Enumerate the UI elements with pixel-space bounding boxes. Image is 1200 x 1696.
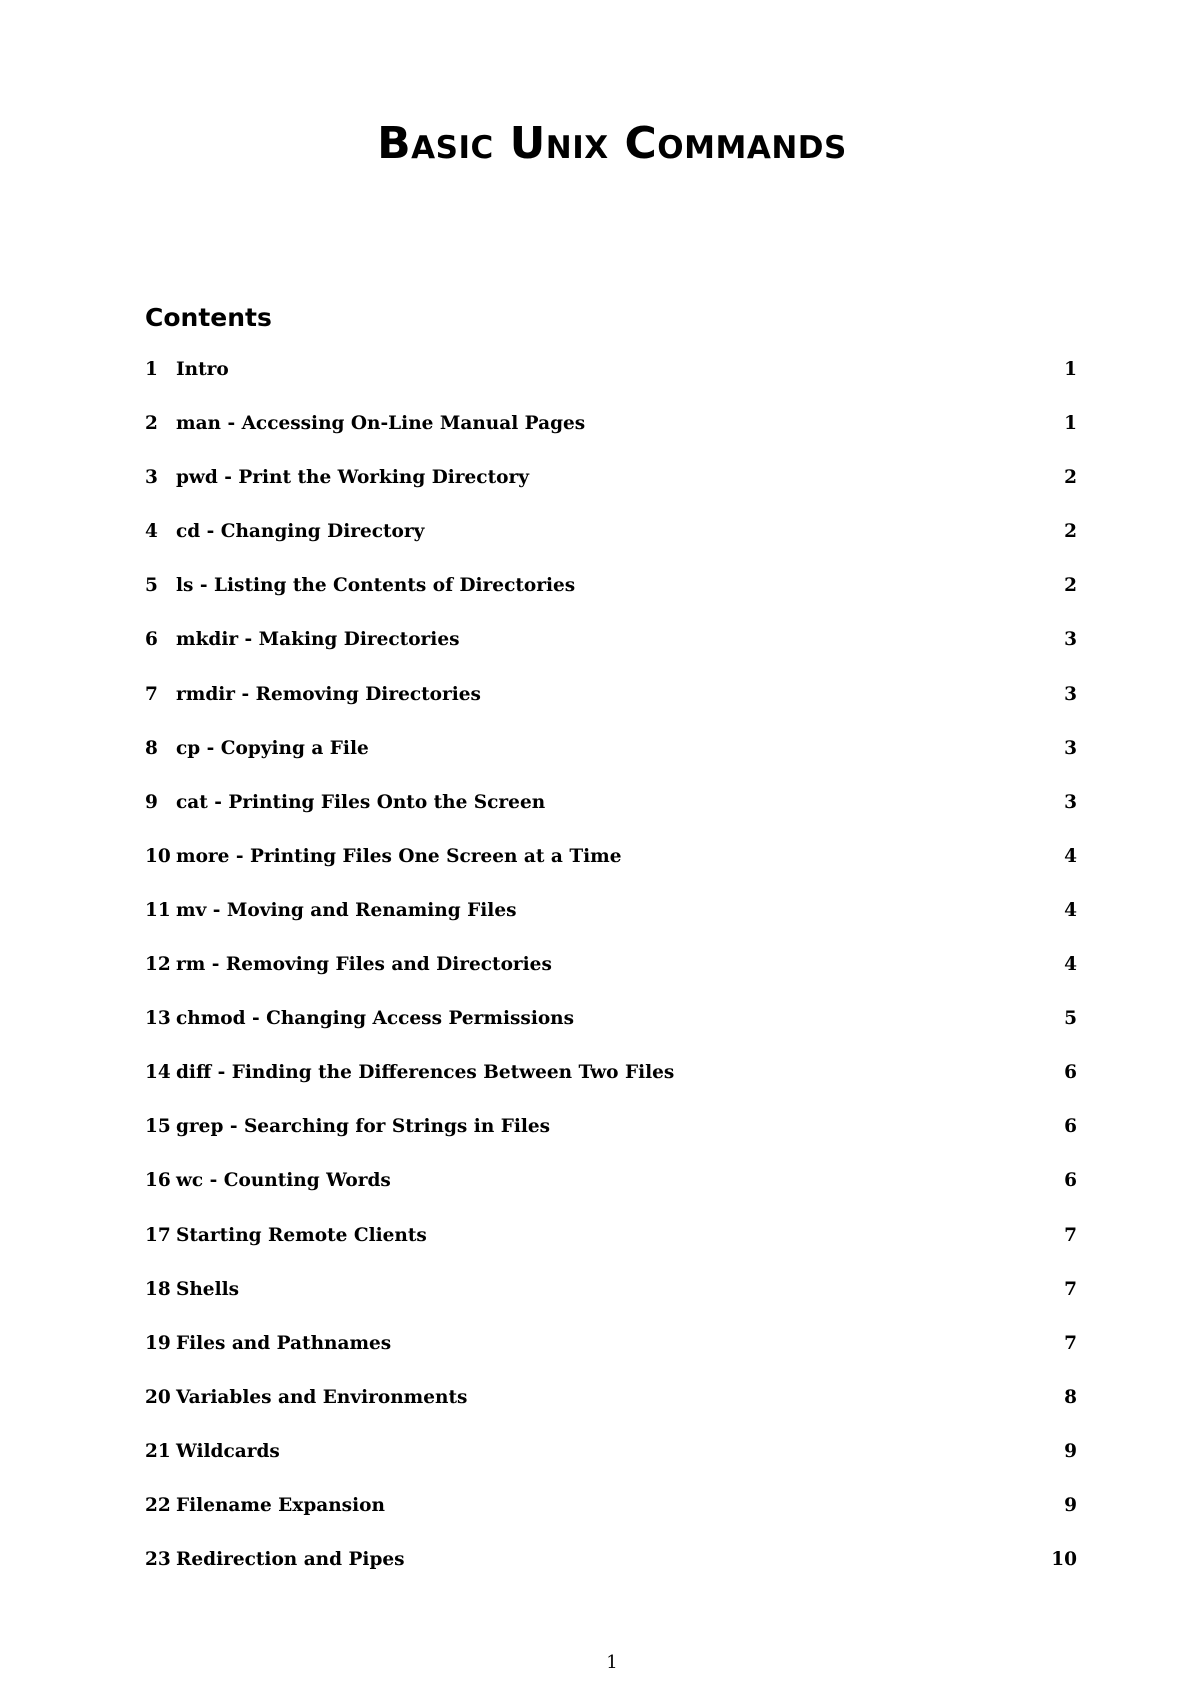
toc-entry-number: 11	[145, 899, 171, 921]
toc-entry-page: 1	[1064, 359, 1077, 380]
toc-entry-page: 2	[1064, 575, 1077, 597]
toc-entry-title: Redirection and Pipes	[176, 1549, 405, 1571]
toc-entry-number: 12	[145, 954, 171, 976]
toc-entry-number: 16	[145, 1170, 171, 1192]
toc-entry-page: 3	[1064, 683, 1077, 705]
toc-entry-page: 2	[1064, 521, 1077, 543]
toc-entry[interactable]	[145, 358, 1077, 412]
toc-entry-title: Files and Pathnames	[176, 1332, 392, 1354]
toc-entry-title: Starting Remote Clients	[176, 1224, 427, 1246]
toc-entry[interactable]	[145, 791, 1077, 845]
toc-entry[interactable]	[145, 1115, 1077, 1169]
toc-entry-title: cd - Changing Directory	[176, 521, 425, 543]
toc-entry-number: 6	[145, 629, 158, 651]
toc-entry-number: 1	[145, 359, 158, 380]
toc-entry-title: Variables and Environments	[176, 1386, 468, 1408]
toc-entry-number: 22	[145, 1494, 171, 1516]
toc-entry-page: 5	[1064, 1008, 1077, 1030]
toc-entry[interactable]	[145, 1548, 1077, 1602]
footer-page-number: 1	[606, 1652, 618, 1673]
toc-entry[interactable]	[145, 466, 1077, 520]
toc-entry[interactable]	[145, 1007, 1077, 1061]
toc-entry-number: 18	[145, 1278, 171, 1300]
toc-entry-page: 9	[1064, 1494, 1077, 1516]
toc-entry[interactable]	[145, 899, 1077, 953]
toc-entry[interactable]	[145, 520, 1077, 574]
toc-entry-number: 5	[145, 575, 158, 597]
toc-entry-number: 8	[145, 737, 158, 759]
toc-entry-number: 9	[145, 791, 158, 813]
toc-entry-title: cat - Printing Files Onto the Screen	[176, 791, 546, 813]
toc-entry[interactable]	[145, 1386, 1077, 1440]
toc-entry[interactable]	[145, 628, 1077, 682]
toc-entry-page: 9	[1064, 1440, 1077, 1462]
toc-entry[interactable]	[145, 1061, 1077, 1115]
toc-entry-number: 13	[145, 1008, 171, 1030]
toc-entry-title: man - Accessing On-Line Manual Pages	[176, 413, 586, 435]
toc-entry-page: 8	[1064, 1386, 1077, 1408]
toc-entry[interactable]	[145, 1494, 1077, 1548]
toc-entry-number: 14	[145, 1062, 171, 1084]
toc-entry-page: 6	[1064, 1170, 1077, 1192]
toc-entry-title: pwd - Print the Working Directory	[176, 467, 529, 489]
toc-entry-page: 4	[1064, 954, 1077, 976]
toc-entry-title: ls - Listing the Contents of Directories	[176, 575, 576, 597]
toc-entry[interactable]	[145, 683, 1077, 737]
toc-entry-title: mkdir - Making Directories	[176, 629, 460, 651]
toc-entry-title: Filename Expansion	[176, 1494, 385, 1516]
toc-entry-number: 3	[145, 467, 158, 489]
toc-entry-title: mv - Moving and Renaming Files	[176, 899, 517, 921]
toc-entry-title: chmod - Changing Access Permissions	[176, 1008, 575, 1030]
page-title: Basic Unix Commands	[377, 118, 847, 169]
table-of-contents	[145, 358, 1077, 1602]
toc-entry-title: rmdir - Removing Directories	[176, 683, 481, 705]
toc-entry[interactable]	[145, 1440, 1077, 1494]
toc-entry-page: 2	[1064, 467, 1077, 489]
toc-entry-number: 21	[145, 1440, 171, 1462]
toc-entry[interactable]	[145, 737, 1077, 791]
toc-entry-page: 1	[1064, 413, 1077, 435]
toc-entry[interactable]	[145, 574, 1077, 628]
toc-entry-page: 4	[1064, 845, 1077, 867]
toc-entry-title: Intro	[176, 359, 229, 380]
toc-entry-number: 15	[145, 1116, 171, 1138]
toc-entry-page: 3	[1064, 737, 1077, 759]
toc-entry-page: 3	[1064, 629, 1077, 651]
toc-entry[interactable]	[145, 1278, 1077, 1332]
toc-entry-number: 19	[145, 1332, 171, 1354]
toc-entry[interactable]	[145, 1332, 1077, 1386]
toc-entry-title: Shells	[176, 1278, 240, 1300]
toc-entry[interactable]	[145, 953, 1077, 1007]
toc-entry-page: 7	[1064, 1278, 1077, 1300]
toc-entry-number: 10	[145, 845, 171, 867]
toc-entry-number: 20	[145, 1386, 171, 1408]
toc-entry-title: diff - Finding the Differences Between Two Files	[176, 1062, 675, 1084]
toc-entry-page: 6	[1064, 1116, 1077, 1138]
toc-entry-number: 2	[145, 413, 158, 435]
toc-entry-title: wc - Counting Words	[176, 1170, 391, 1192]
toc-entry-title: rm - Removing Files and Directories	[176, 954, 552, 976]
toc-entry-title: more - Printing Files One Screen at a Time	[176, 845, 622, 867]
toc-entry-number: 23	[145, 1549, 171, 1571]
contents-heading: Contents	[145, 303, 272, 332]
toc-entry-page: 4	[1064, 899, 1077, 921]
toc-entry[interactable]	[145, 1224, 1077, 1278]
toc-entry-title: Wildcards	[176, 1440, 280, 1462]
toc-entry-page: 3	[1064, 791, 1077, 813]
toc-entry-number: 7	[145, 683, 158, 705]
toc-entry[interactable]	[145, 412, 1077, 466]
toc-entry-page: 6	[1064, 1062, 1077, 1084]
toc-entry-number: 4	[145, 521, 158, 543]
toc-entry[interactable]	[145, 1169, 1077, 1223]
toc-entry[interactable]	[145, 845, 1077, 899]
toc-entry-page: 7	[1064, 1224, 1077, 1246]
toc-entry-page: 7	[1064, 1332, 1077, 1354]
toc-entry-number: 17	[145, 1224, 171, 1246]
toc-entry-title: grep - Searching for Strings in Files	[176, 1116, 551, 1138]
toc-entry-title: cp - Copying a File	[176, 737, 369, 759]
toc-entry-page: 10	[1051, 1549, 1077, 1571]
